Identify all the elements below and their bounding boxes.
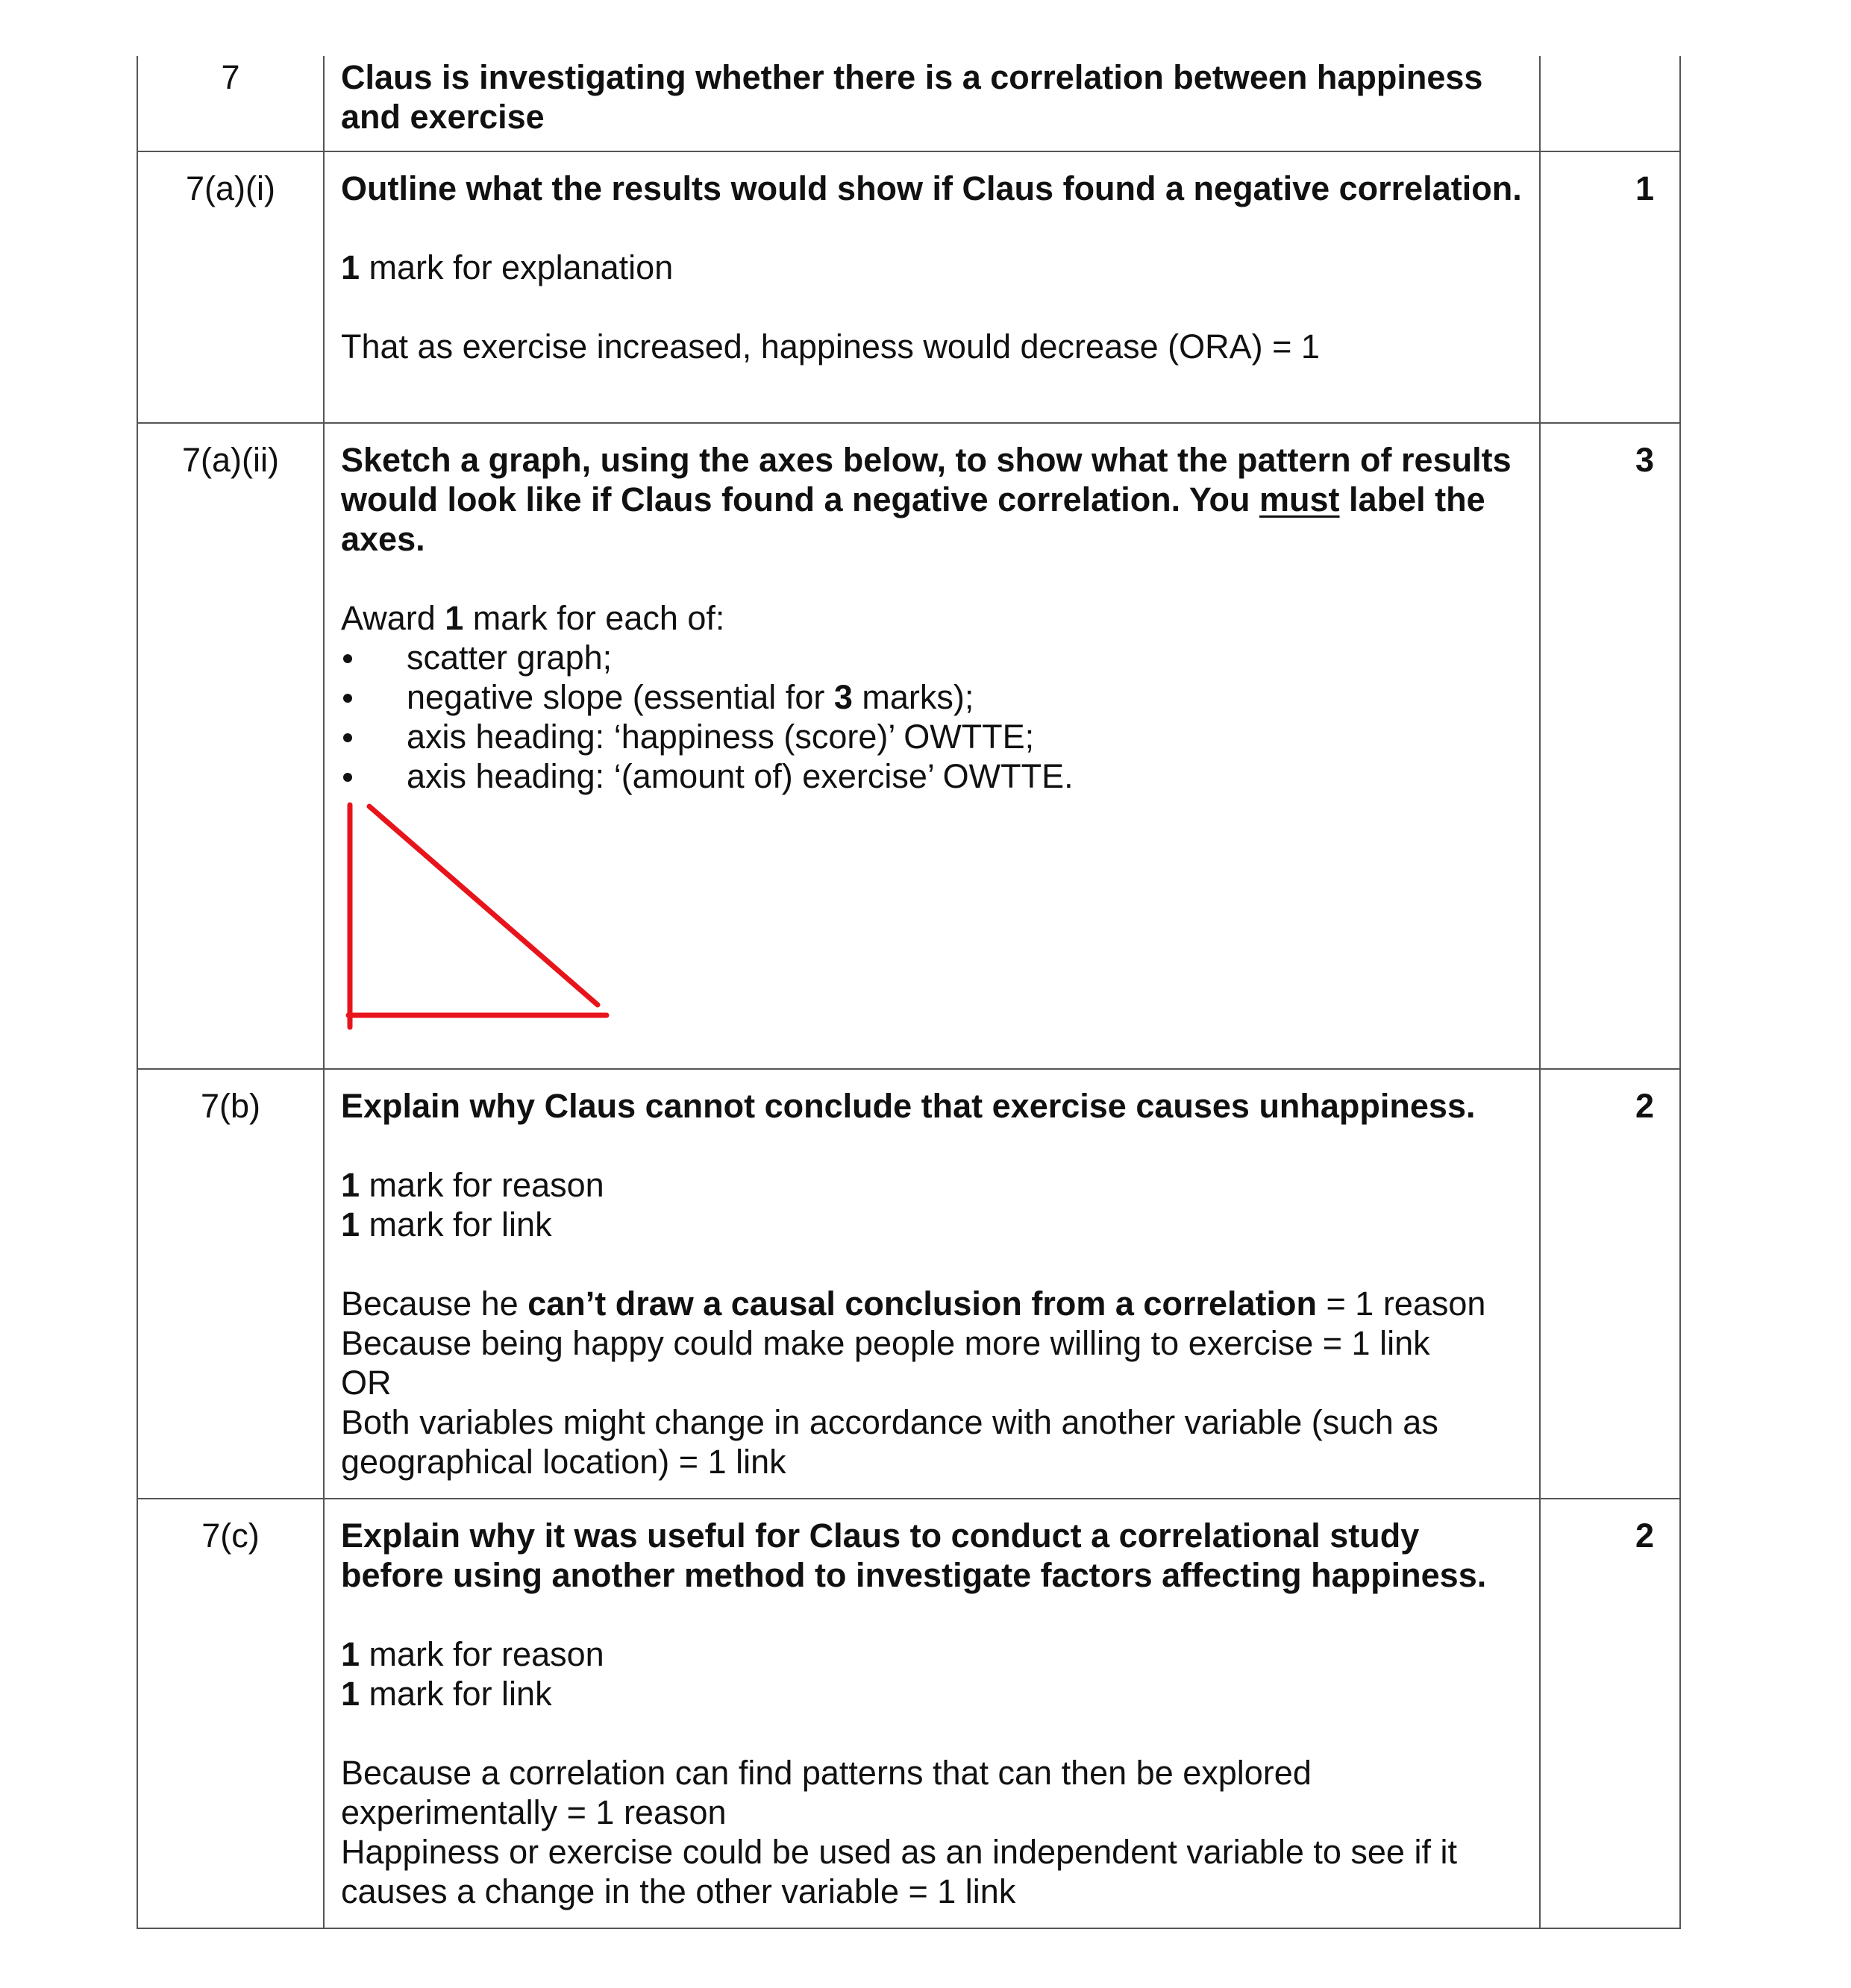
marks-cell bbox=[1540, 56, 1680, 151]
answer-text: Because he can’t draw a causal conclusion from a correlation = 1 reason Because being happy could make people more willing to exercise = 1 link OR Both variables might change in accordance with another variable (such as geographical location) = 1 link bbox=[341, 1285, 1486, 1481]
question-number-cell bbox=[137, 1499, 324, 1928]
question-text: Outline what the results would show if Claus found a negative correlation. bbox=[341, 169, 1522, 207]
question-number: 7(a)(i) bbox=[186, 169, 275, 207]
mark-guidance: 1 mark for reason 1 mark for link bbox=[341, 1635, 604, 1713]
criteria-list bbox=[341, 638, 1523, 796]
list-item: axis heading: ‘(amount of) exercise’ OWTTE. bbox=[407, 757, 1074, 795]
question-number: 7(a)(ii) bbox=[182, 441, 279, 479]
marks-value: 3 bbox=[1635, 441, 1654, 479]
marks-value: 1 bbox=[1635, 169, 1654, 207]
list-item: negative slope (essential for 3 marks); bbox=[407, 678, 974, 716]
award-line: Award 1 mark for each of: bbox=[341, 599, 725, 637]
answer-cell bbox=[324, 151, 1540, 423]
marks-value: 2 bbox=[1635, 1517, 1654, 1555]
table-row bbox=[137, 1069, 1680, 1499]
answer-cell bbox=[324, 1069, 1540, 1499]
table-row bbox=[137, 423, 1680, 1069]
question-number-cell bbox=[137, 1069, 324, 1499]
question-text: Claus is investigating whether there is a correlation between happiness and exercise bbox=[341, 58, 1483, 136]
table-row bbox=[137, 56, 1680, 151]
answer-text: Because a correlation can find patterns that can then be explored experimentally = 1 reason Happiness or exercise could be used as an independent variable to see if it causes a change in the other variable = 1 link bbox=[341, 1754, 1457, 1910]
mark-scheme-table bbox=[137, 56, 1681, 1929]
marks-cell bbox=[1540, 1069, 1680, 1499]
question-number: 7 bbox=[221, 58, 240, 96]
question-text: Explain why it was useful for Claus to conduct a correlational study before using another method to investigate factors affecting happiness. bbox=[341, 1517, 1487, 1594]
answer-cell bbox=[324, 1499, 1540, 1928]
question-text: Sketch a graph, using the axes below, to show what the pattern of results would look like if Claus found a negative correlation. You must label the axes. bbox=[341, 441, 1512, 558]
table-row bbox=[137, 151, 1680, 423]
marks-cell bbox=[1540, 151, 1680, 423]
mark-guidance: 1 mark for explanation bbox=[341, 248, 674, 286]
answer-cell bbox=[324, 423, 1540, 1069]
question-number-cell bbox=[137, 56, 324, 151]
question-number: 7(c) bbox=[201, 1517, 260, 1555]
negative-correlation-sketch bbox=[338, 799, 621, 1030]
list-item: scatter graph; bbox=[407, 639, 613, 677]
question-number-cell bbox=[137, 423, 324, 1069]
answer-cell bbox=[324, 56, 1540, 151]
negative-slope-line bbox=[369, 806, 598, 1005]
question-text: Explain why Claus cannot conclude that exercise causes unhappiness. bbox=[341, 1087, 1476, 1125]
table-row bbox=[137, 1499, 1680, 1928]
marks-cell bbox=[1540, 1499, 1680, 1928]
answer-text: That as exercise increased, happiness would decrease (ORA) = 1 bbox=[341, 327, 1320, 366]
mark-guidance: 1 mark for reason 1 mark for link bbox=[341, 1166, 604, 1244]
question-number-cell bbox=[137, 151, 324, 423]
question-number: 7(b) bbox=[200, 1087, 261, 1125]
marks-cell bbox=[1540, 423, 1680, 1069]
list-item: axis heading: ‘happiness (score)’ OWTTE; bbox=[407, 718, 1035, 756]
marks-value: 2 bbox=[1635, 1087, 1654, 1125]
